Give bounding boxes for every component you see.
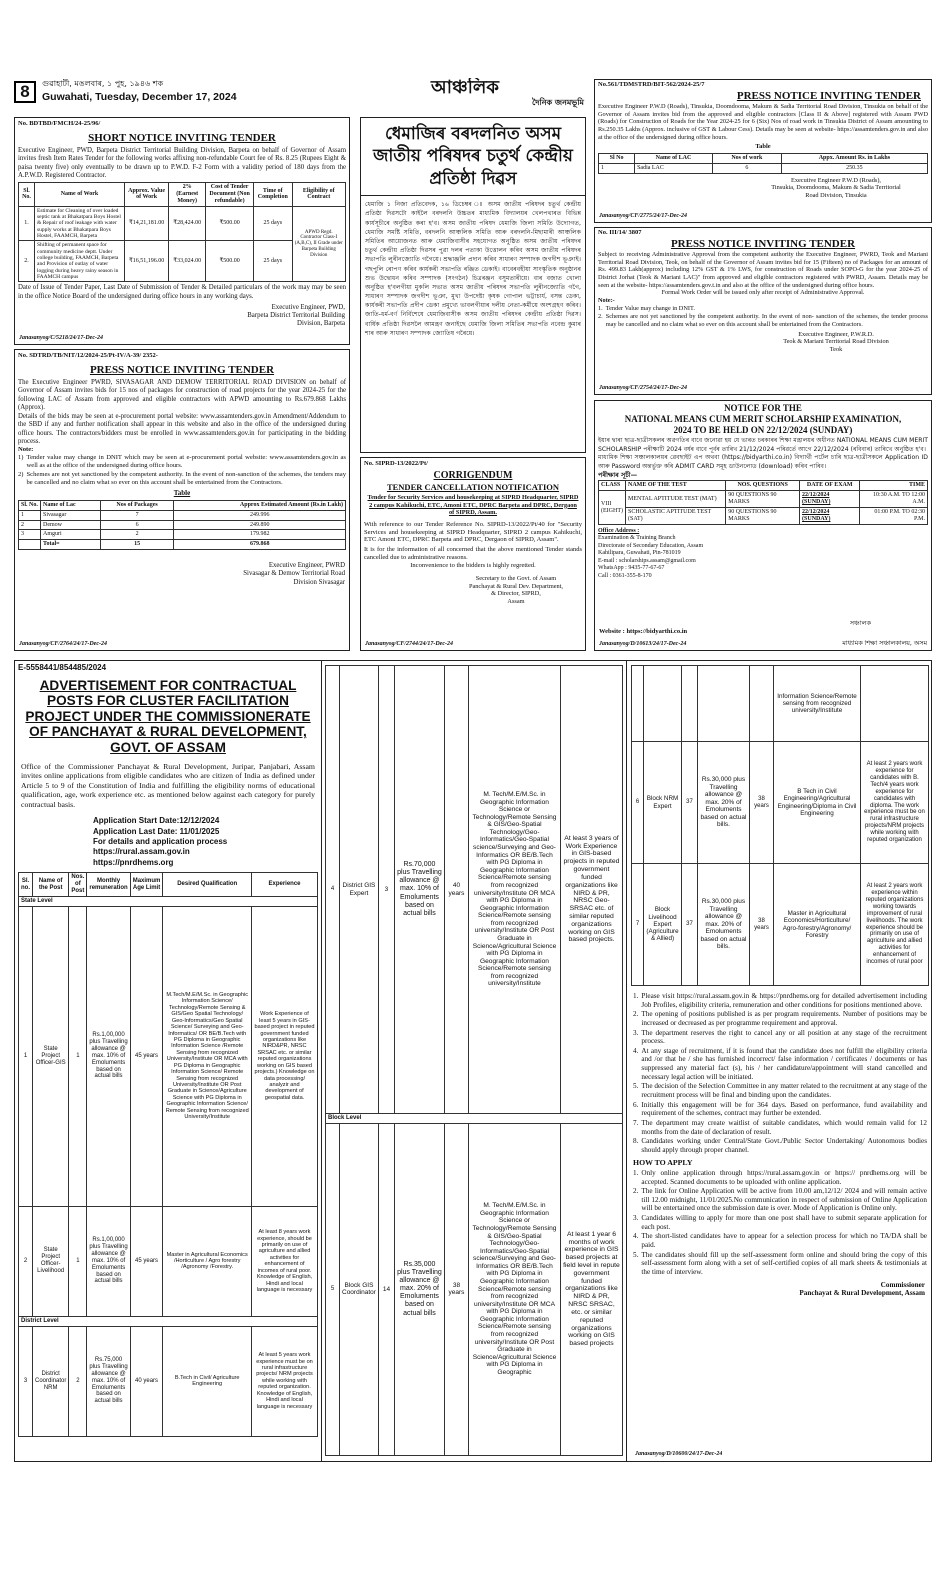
signature-line: Executive Engineer, PWD, (271, 303, 345, 311)
cell: At least 1 year 6 months of work experience in GIS based projects at field level in repute government funded organizations like NIRD & PR, NRSC SRSAC, etc. or similar reputed organizations working on GIS based projects (561, 1123, 623, 1455)
cell: Block NRM Expert (644, 742, 682, 864)
cell: At least 8 years work experience, should be primarily on use of agriculture and allied activities for enhancement of incomes of rural poor. Knowledge of English, Hindi and local language is necessary (252, 1206, 318, 1316)
table-row (599, 508, 928, 525)
cell: ₹28,424.00 (169, 206, 206, 241)
notice-title: SHORT NOTICE INVITING TENDER (88, 131, 276, 144)
col-header: Experience (252, 873, 318, 897)
cell: VIII (EIGHT) (599, 491, 626, 525)
janasanyog-code: Janasanyog/C/5218/24/17-Dec-24 (19, 334, 103, 341)
table-row (19, 510, 346, 520)
signature-line: Executive Engineer, PWRD (268, 562, 345, 570)
col-header: Cost of Tender Document (Non refundable) (206, 183, 254, 207)
cell: Rs.30,000 plus Travelling allowance @ max. 20% of Emoluments based on actual bills. (698, 742, 750, 864)
cell: 1 (19, 510, 41, 520)
cell: District Coordinator NRM (33, 1326, 69, 1436)
address-line: E-mail : scholarships.assam@gmail.com (598, 557, 696, 564)
janasanyog-code: Janasanyog/CF/2754/24/17-Dec-24 (599, 384, 687, 391)
col-header: 2% (Earnest Money) (169, 183, 206, 207)
section-label: Block Level (326, 1114, 623, 1124)
signature-label: সঞ্চালক (849, 620, 871, 628)
condition-item: Candidates working under Central/State Govt./Public Sector Undertaking/ Autonomous bodies should apply through proper channel. (641, 1137, 927, 1154)
col-header: Nos. of Post (69, 873, 87, 897)
nmms-notice (594, 400, 932, 651)
posts-table-continued (631, 665, 929, 986)
cell: 2 (100, 530, 174, 540)
cell: Block GIS Coordinator (340, 1123, 379, 1455)
advert-body: Office of the Commissioner Panchayat & Rural Development, Juripar, Panjabari, Assam invites online applications from eligible candidates who are citizen of India as defined under Article 5 to 9 of the Constitution of India and fulfilling the eligibility norms of educational qualification, age, work experience etc. as mentioned below against each category for purely contractual basis. (21, 761, 315, 809)
janasanyog-code: Janasanyog/CF/2764/24/17-Dec-24 (19, 640, 107, 647)
cell: 38 years (444, 1123, 468, 1455)
cell: 5 (326, 1123, 340, 1455)
cell: State Project Officer-GIS (33, 906, 69, 1206)
header-date-bn: গুৱাহাটী, মঙলবাৰ, ১ পুহ, ১৯৪৬ শক (42, 79, 164, 88)
table-title: Table (755, 143, 771, 151)
signature-block (15, 304, 349, 328)
notice-body: Details of the bids may be seen at e-procurement portal website: www.assamtenders.gov.in Amendment/Addendum to the SBD if any and further notification shall appear in this website and also in the office of the undersigned during office hours. The contractors/bidders must be enrolled in www.assamtenders.gov.in for participating in the bidding process. (18, 413, 346, 445)
reference-number: No.561/TDMSTRD/BIT-562/2024-25/7 (598, 81, 705, 88)
cell: 37 (682, 864, 698, 986)
signature-block (631, 1281, 929, 1298)
table-row (19, 1326, 318, 1436)
note-label: Note: (18, 446, 34, 454)
cell: Estimate for Cleaning of over loaded septic tank at Bhakatpara Boys Hostel & Repair of roof leakage with water supply works at Bhakatpara Boys Hostel, FAAMCH, Barpeta (35, 206, 125, 241)
cell: M. Tech/M.E/M.Sc. in Geographic Information Science or Technology/Remote Sensing & GIS/Geo-Spatial Technology/Geo-Informatics/Geo-Spatial science/Surveying and Geo-Informatics OR BE/B.Tech with PG Diploma in Geographic Information Science/Remote sensing from recognized university/Institute OR MCA with PG Diploma in Geographic Information Science/Remote sensing from recognized university/Institute OR Post Graduate in Science/Agricultural Science with PG Diploma in Geographic Information Science/Remote sensing from recognized university/Institute (468, 666, 560, 1114)
notice-subtitle: TENDER CANCELLATION NOTIFICATION (386, 481, 560, 492)
signature-line: Commissioner (880, 1280, 925, 1289)
col-header: Appx. Amount Rs. in Lakhs (781, 154, 927, 164)
exam-schedule-table (598, 480, 928, 524)
cell: 6 (712, 164, 781, 174)
cell: Work Experience of least 5 years in GIS-based project in reputed government funded organizations like NIRD&PR, NRSC SRSAC etc. or similar reputed organizations working on GIS based projects.) Knowledge on data processing/ analyzir and development of geospatial data. (252, 906, 318, 1206)
table-row (632, 666, 929, 742)
advert-column-3 (631, 665, 929, 1459)
last-date: Application Last Date: 11/01/2025 (93, 826, 220, 836)
masthead-title: আঞ্চলিক (431, 78, 499, 98)
col-header: Approx Estimated Amount (Rs.in Lakh) (174, 500, 346, 510)
cell: Rs.1,00,000 plus Travelling allowance @ max. 10% of Emoluments based on actual bills (87, 906, 130, 1206)
signature-line: Panchayat & Rural Development, Assam (799, 1289, 925, 1298)
cell: Demow (41, 520, 101, 530)
tender-notice-teok (594, 227, 932, 395)
cell: 4 (326, 666, 340, 1114)
news-article-bn (360, 117, 586, 453)
cell: 179.982 (174, 530, 346, 540)
signature-line: Executive Engineer, P.W.R.D. (798, 330, 874, 338)
page-number: 8 (14, 81, 36, 103)
cell: Sadia LAC (635, 164, 713, 174)
cell: 3 (19, 530, 41, 540)
notice-body: Subject to receiving Administrative Approval from the competent authority the Executive Engineer, PWRD, Teok and Mariani Territorial Road Division, Teok, on behalf of the Governor of Assam invites bid for 15 (Fifteen) no of Packages for an amount of Rs. 499.83 Lakh(approx) including 12% GST & 1% LWS, for construction of Roads under SOPO-G for the year 2024-25 of District Jorhat (Teok & Mariani LAC)" from approved and eligible contractors registered with PWRD, Assam. Details may be seen at the website- https://assamtenders.gov.t.in and also at the office of the undersigned during office hours. (598, 250, 928, 289)
total-row (19, 540, 346, 550)
reference-number: No. BDTBD/FMCH/24-25/96/ (18, 120, 101, 127)
cell: ₹33,024.00 (169, 241, 206, 282)
cell: Rs.35,000 plus Travelling allowance @ max. 20% of Emoluments based on actual bills (394, 1123, 444, 1455)
signature-line: Division, Barpeta (297, 320, 345, 328)
tender-notice-tinsukia (594, 79, 932, 223)
janasanyog-code: Janasanyog/CF/2744/24/17-Dec-24 (365, 640, 453, 647)
reference-number: No. SDTRD/TB/NIT/12/2024-25/Pt-IV/A-39/ 2352- (18, 352, 158, 359)
signature-block (361, 575, 585, 605)
cell: 6 (632, 742, 644, 864)
cell: 38 years (750, 864, 774, 986)
header-date-en: Guwahati, Tuesday, December 17, 2024 (42, 91, 237, 103)
article-body: ধেমাজি ১ নিজা প্ৰতিবেদক, ১৬ ডিচেম্বৰ ঃ অসম জাতীয় পৰিষদৰ চতুৰ্থ কেন্দ্ৰীয় প্ৰতিষ্ঠা দিৱসটো কাইলৈ বৰদলনি উচ্চতৰ মাধ্যমিক বিদ্যালয়ৰ খেলপথাৰত বিভিন্ন কাৰ্যসূচীৰে অনুষ্ঠিত কৰা হ'ব। অসম জাতীয় পৰিষদ ধেমাজি জিলা সমিতি উদ্যোগত, ধেমাজি সমষ্টি সমিতি, বৰদলনি আঞ্চলিক সমিতি আৰু বৰদলনি-মিছামাৰী আঞ্চলিক সমিতিৰ আয়োজনত আৰু ধেমাজিবাসীৰ সহযোগত অনুষ্ঠিত অসম জাতীয় পৰিষদৰ চতুৰ্থ কেন্দ্ৰীয় প্ৰতিষ্ঠা দিৱসৰ পুৱা দলৰ পতাকা উত্তোলন কৰিব অসম জাতীয় পৰিষদৰ সভাপতি লুৰীনজ্যোতি গগৈয়ে। শ্ৰদ্ধাঞ্জলি প্ৰদান কৰিব সাধাৰণ সম্পাদক জগদীশ ভূঞাই। গছপুলি ৰোপণ কৰিব কাৰ্যকৰী সভাপতি ৰঞ্জিত ডেকাই। বাবেৰবহীয়া সাংস্কৃতিক অনুষ্ঠানৰ শুভ উদ্বোধন কৰিব সম্পাদক (সংগঠন) চিত্ৰৰঞ্জন বসুমতাৰীয়ে। বাৰ বজাত খোলা অনুষ্ঠিত হ'বলগীয়া মুকলি সভাত অসম জাতীয় পৰিষদৰ সভাপতি লুৰীনজ্যোতি গগৈ, সাধাৰণ সম্পাদক জগদীশ ভূঞা, মুখ্য উপদেষ্টা কৃষক গোপাল ভট্টাচাৰ্য, বসন্ত ডেকা, কাৰ্যকৰী সভাপতি প্ৰদীপ ডেকা প্ৰমুখ্যে ভাবলগীয়াৰ দলীয় নেতা-কৰ্মীয়ে অংশগ্ৰহণ কৰিব। জাতি-ধৰ্ম-বৰ্ণ নিৰ্বিশেষে ধেমাজিবাসীক অসম জাতীয় পৰিষদৰ কেন্দ্ৰীয় প্ৰতিষ্ঠা দিৱস। বাৰ্ষিক প্ৰতিষ্ঠা দিৱসলৈ আমন্ত্ৰণ জনাইছে ধেমাজি জিলা সমিতিৰ সভাপতি নবেন্দ্ৰ কুমাৰ শাৰ আৰু সাধাৰণ সম্পাদক জ্যোতিষ গৰৈয়ে। (365, 201, 581, 337)
condition-item: The department may create waitlist of suitable candidates, which would remain valid for 12 months from the date of declaration of result. (641, 1118, 927, 1136)
cell: 25 days (254, 206, 292, 241)
cell: 2 (69, 1326, 87, 1436)
apply-item: Only online application through https://rural.assam.gov.in or https:// pnrdhems.org will be accepted. Scanned documents to be uploaded with online application. (641, 1168, 927, 1186)
col-header: DATE OF EXAM (800, 481, 860, 491)
col-header: Nos of work (712, 154, 781, 164)
cell: Shifting of permanent space for community medicine deptt. Under college building, FAAMCH, Barpeta and Provision of outlay of water logging during heavy rainy season in FAAMCH campus (35, 241, 125, 282)
cell: 250.35 (781, 164, 927, 174)
application-dates (15, 812, 321, 872)
cell: SCHOLASTIC APTITUDE TEST (SAT) (626, 508, 726, 525)
reference-number: No. III/14/ 3807 (598, 229, 642, 236)
condition-item: Please visit https://rural.assam.gov.in & https://pnrdhems.org for detailed advertisement including Job Profiles, eligibility criteria, remuneration and other conditions for positions mentioned above. (641, 992, 927, 1009)
notice-body-bn: মাধ্যমিক শিক্ষা সঞ্চালকালয়ৰ ৱেবছাইট এপ অথবা (https://bidyarthi.co.in) বিদ্যাৰ্থী পৰ্টেল চাৰি ছাত্ৰ-ছাত্ৰীসকলে Application ID আৰু Password অন্তৰ্ভুক্ত কৰি ADMIT CARD সমূহ ডাউনলোড (download) কৰিব পাৰিব। (598, 454, 928, 470)
cell: 1. (19, 206, 35, 241)
apply-item: The link for Online Application will be active from 10.00 am,12/12/ 2024 and will remain active till 12.00 midnight, 11/01/2025.No communication in respect of submission of Online Application will be entertained once the submission date is over. Mode of Application is Online only. (641, 1187, 927, 1213)
website-link[interactable]: Website : https://bidyarthi.co.in (599, 628, 688, 636)
masthead (340, 78, 590, 112)
signature-line: Barpeta District Territorial Building (247, 311, 345, 319)
cell: 38 years (750, 742, 774, 864)
table-row (632, 864, 929, 986)
cell: 40 years (444, 666, 468, 1114)
office-address (595, 526, 931, 583)
table-row (326, 1123, 623, 1455)
cell: 2 (19, 1206, 33, 1316)
condition-item: Initially this engagement will be for 364 days. Based on performance, fund availability and requirement of the schemes, contract may further be extended. (641, 1100, 927, 1118)
advert-column-2 (325, 665, 623, 1459)
address-line: Kahilipara, Guwahati, Pin-781019 (598, 550, 681, 557)
col-header: CLASS (599, 481, 626, 491)
details-label: For details and application process (93, 837, 228, 846)
cell: Master in Agricultural Economics /Horticulture / Agro forestry /Agronomy /Forestry. (163, 1206, 252, 1316)
cell: State Project Officer-Livelihood (33, 1206, 69, 1316)
apply-item: The candidates should fill up the self-assessment form online and should bring the copy of this self-assessment form along with a set of self-certified copies of all mark sheets & testimonials at the time of interview. (641, 1250, 927, 1276)
advert-title: ADVERTISEMENT FOR CONTRACTUAL POSTS FOR CLUSTER FACILITATION PROJECT UNDER THE COMMISSIONERATE OF PANCHAYAT & RURAL DEVELOPMENT, GOVT. OF ASSAM (25, 677, 311, 756)
website-link[interactable]: https://rural.assam.gov.in (93, 847, 190, 857)
janasanyog-code: Janasanyog/D/10613/24/17-Dec-24 (599, 640, 687, 647)
cell: 1 (19, 906, 33, 1206)
signature-line: Sivasagar & Demow Territorial Road (243, 570, 345, 578)
signature-block (15, 562, 349, 586)
col-header: Sl No (599, 154, 635, 164)
cell: 90 QUESTIONS 90 MARKS (726, 508, 800, 525)
website-link[interactable]: https://pnrdhems.org (93, 857, 174, 867)
table-row (19, 520, 346, 530)
cell: District GIS Expert (340, 666, 379, 1114)
col-header: TIME (860, 481, 928, 491)
notice-title: PRESS NOTICE INVITING TENDER (89, 363, 275, 376)
advert-column-1 (15, 661, 321, 1461)
cell: M.Tech/M.E/M.Sc. in Geographic Information Science/ Technology/Remote Sensing & GIS/Geo Spatial Technology/ Geo-Informatics/Geo Spatial Science/ Surveying and Geo-Informatics/ OR BE/B.Tech with PG Diploma in Geographic Information Science /Remote Sensing from recognized University/Institute OR MCA with PG Diploma in Geographic Information Science/ Remote Sensing from recognized University/Institute OR Post Graduate in Science/Agriculture Science with PG Diploma in Geographic Information Science/ Remote Sensing from recognized University/Institute (163, 906, 252, 1206)
cell: 2. (19, 241, 35, 282)
note-item: Tender Value may change in DNIT. (605, 304, 695, 312)
tender-notice-barpeta (14, 117, 350, 345)
cell: Amguri (41, 530, 101, 540)
section-label: District Level (19, 1316, 318, 1326)
notice-body: With reference to our Tender Reference No. SIPRD-13/2022/Pt/40 for "Security Services and housekeeping at SIPRD Headquarter, SIPRD 2 campus Kahikuchi, ETC Amoni ETC, DPRC Barpeta and DPRC, Dergaon of SIPRD, Assam". (364, 520, 582, 544)
notice-body: Formal Work Order will be issued only after receipt of Administrative Approval. (661, 289, 865, 297)
condition-item: The department reserves the right to cancel any or all position at any stage of the recruitment process. (641, 1028, 927, 1046)
tender-subject: Tender for Security Services and housekeeping at SIPRD Headquarter, SIPRD 2 campus Kahikuchi, ETC, Amoni ETC, DPRC Barpeta and DPRC, Dergaon of SIPRD, Assam. (367, 493, 579, 517)
notice-title: CORRIGENDUM (433, 469, 513, 481)
corrigendum-notice (360, 457, 586, 651)
cell: Master in Agricultural Economics/Horticulture/ Agro-forestry/Agronomy/ Forestry (774, 864, 861, 986)
table-row (599, 491, 928, 508)
note-item: Schemes are not yet sanctioned by the competent authority. In the event of non-sanction of the schemes, the tenders may be cancelled and no claim what so ever on this account shall be entertained from the Contractors. (26, 471, 346, 487)
signature-line: Assam (507, 597, 525, 605)
posts-table-continued (325, 665, 623, 1456)
cell: Rs.30,000 plus Travelling allowance @ max. 20% of Emoluments based on actual bills. (698, 864, 750, 986)
notice-body: Inconvenience to the bidders is highly regretted. (410, 562, 536, 570)
cell: 1 (69, 906, 87, 1206)
signature-block (595, 331, 931, 354)
cell: 3 (378, 666, 394, 1114)
notice-body: It is for the information of all concerned that the above mentioned Tender stands cancelled due to administrative reasons. (364, 546, 582, 562)
cell: Rs.75,000 plus Travelling allowance @ max. 10% of Emoluments based on actual bills (87, 1326, 130, 1436)
cell: 679.868 (174, 540, 346, 550)
recruitment-advertisement (14, 660, 932, 1462)
cell: 45 years (130, 1206, 163, 1316)
office-label: Office Address : (598, 527, 640, 534)
notice-body: The Executive Engineer PWRD, SIVASAGAR AND DEMOW TERRITORIAL ROAD DIVISION on behalf of Governor of Assam invites bids for 15 nos of packages for construction of road projects for the year 2024-25 for the following LAC of Assam from approved and eligible contractors with APWD amounting to Rs.679.868 Lakhs (Approx). (18, 378, 346, 411)
address-line: Call : 0361-355-8-170 (598, 572, 652, 579)
cell: ₹500.00 (206, 206, 254, 241)
cell: ₹500.00 (206, 241, 254, 282)
table-row (326, 666, 623, 1114)
note-list: 1) Tender value may change in DNIT which may be seen at e-procurement portal website: www.assamtenders.gov.in as well as at the office of the undersigned during office hours. 2) Schemes are not yet sanctioned by the competent authority. In the event of non-sanction of the schemes, the tenders may be cancelled and no claim what so ever on this account shall be entertained from the Contractors. (18, 454, 346, 487)
col-header: Sl. No. (19, 183, 35, 207)
posts-table (18, 872, 318, 1436)
tender-notice-sivasagar (14, 349, 350, 651)
note-item: Tender value may change in DNIT which may be seen at e-procurement portal website: www.assamtenders.gov.in as well as at the office of the undersigned during office hours. (26, 454, 346, 470)
cell: At least 5 years work experience must be on rural infrastructure projects/ NRM projects while working with reputed organization. Knowledge of English, Hindi and local language is necessary (252, 1326, 318, 1436)
signature-line: মাধ্যমিক শিক্ষা সঞ্চালকালয়, অসম (842, 640, 927, 648)
col-header: NOS. QUESTIONS (726, 481, 800, 491)
cell: Block Livelihood Expert (Agriculture & Allied) (644, 864, 682, 986)
table-row (19, 206, 346, 241)
cell: 2 (19, 520, 41, 530)
notice-title: 2024 TO BE HELD ON 22/12/2024 (SUNDAY) (673, 424, 853, 435)
signature-line: Executive Engineer P.W.D (Roads), (790, 176, 881, 184)
cell: ₹14,21,181.00 (125, 206, 169, 241)
cell: Sivasagar (41, 510, 101, 520)
cell: Rs.1,00,000 plus Travelling allowance @ max. 10% of Emoluments based on actual bills (87, 1206, 130, 1316)
cell: MENTAL APTITUDE TEST (MAT) (626, 491, 726, 508)
col-header: Sl. No. (19, 500, 41, 510)
cell: 22/12/2024 (SUNDAY) (800, 508, 860, 525)
col-header: Sl. no. (19, 873, 33, 897)
how-to-apply-list: 1. Only online application through https://rural.assam.gov.in or https:// pnrdhems.org will be accepted. Scanned documents to be uploaded with online application. 2. The link for Online Application will be active from 10.00 am,12/12/ 2024 and will remain active till 12.00 midnight, 11/01/2025.No communication in respect of submission of Online Application will be entertained once the submission date is over. Mode of Application is Online only. 3. Candidates willing to apply for more than one post shall have to submit separate application for each post. 4. The short-listed candidates have to appear for a selection process for which no TA/DA shall be paid. 5. The candidates should fill up the self-assessment form online and should bring the copy of this self-assessment form along with a set of self-certified copies of all mark sheets & testimonials at the time of interview. (633, 1168, 927, 1276)
signature-line: Division Sivasagar (293, 578, 345, 586)
conditions-list: 1. Please visit https://rural.assam.gov.in & https://pnrdhems.org for detailed advertisement including Job Profiles, eligibility criteria, remuneration and other conditions for positions mentioned above. 2. The opening of positions published is as per program requirements. Number of positions may be increased or decreased as per programme requirement and approval. 3. The department reserves the right to cancel any or all position at any stage of the recruitment process. 4. At any stage of recruitment, if it is found that the candidate does not fulfill the eligibility criteria and /or that he / she has furnished incorrect/ false information / certificates / documents or has suppressed any material fact (s), his / her candidature/appointment will stand cancelled and necessary legal action will be initiated. 5. The decision of the Selection Committee in any matter related to the recruitment at any stage of the recruitment process will be final and binding upon the candidates. 6. Initially this engagement will be for 364 days. Based on performance, fund availability and requirement of the schemes, contract may further be extended. 7. The department may create waitlist of suitable candidates, which would remain valid for 12 months from the date of declaration of result. 8. Candidates working under Central/State Govt./Public Sector Undertaking/ Autonomous bodies should apply through proper channel. (633, 992, 927, 1154)
cell: 01:00 P.M. TO 02:30 P.M. (860, 508, 928, 525)
headline: ধেমাজিৰ বৰদলনিত অসম জাতীয় পৰিষদৰ চতুৰ্থ কেন্দ্ৰীয় প্ৰতিষ্ঠা দিৱস (361, 118, 585, 196)
address-line: Directorate of Secondary Education, Assam (598, 542, 704, 549)
condition-item: The opening of positions published is as per program requirements. Number of positions may be increased or decreased as per programme requirement and approval. (641, 1010, 927, 1027)
cell: 25 days (254, 241, 292, 282)
condition-item: At any stage of recruitment, if it is found that the candidate does not fulfill the eligibility criteria and /or that he / she has furnished incorrect/ false information / certificates / documents or has suppressed any material fact (s), his / her candidature/appointment will stand cancelled and necessary legal action will be initiated. (641, 1046, 927, 1081)
notice-title: NOTICE FOR THE (724, 403, 802, 413)
cell: 10:30 A.M. TO 12:00 A.M. (860, 491, 928, 508)
col-header: Name of Work (35, 183, 125, 207)
condition-item: The decision of the Selection Committee in any matter related to the recruitment at any stage of the recruitment process will be final and binding upon the candidates. (641, 1082, 927, 1100)
col-header: Nos of Packages (100, 500, 174, 510)
col-header: Name of the Post (33, 873, 69, 897)
col-header: Eligibility of Contract (292, 183, 346, 207)
works-table (18, 182, 346, 282)
signature-line: Panchayat & Rural Dev. Department, (468, 582, 563, 590)
cell: ₹16,51,196.00 (125, 241, 169, 282)
col-header: Desired Qualification (163, 873, 252, 897)
col-header: Name of LAC (635, 154, 713, 164)
table-row (599, 164, 928, 174)
cell: 249.890 (174, 520, 346, 530)
note-item: Schemes are not yet sanctioned by the competent authority. In the event of non- sanction of the schemes, the tender process may be cancelled and no claim what so ever on this account shall be entertained from the Contractors. (605, 313, 928, 329)
notice-footer: Date of Issue of Tender Paper, Last Date of Submission of Tender & Detailed particulars of the work may may be seen in the office Notice Board of the undersigned during office hours in any working days. (18, 284, 346, 300)
eligibility-cell: APWD Regd. Contractor Class-I (A,B,C), II Grade under Barpeta Building Division (292, 206, 346, 281)
cell: Total= (41, 540, 101, 550)
cell: At least 2 years work experience within reputed organizations working towards improvement of rural livelihoods. The work experience should be primarily on use of agriculture and allied activities for enhancement of incomes of rural poor (861, 864, 929, 986)
how-to-apply-heading: HOW TO APPLY (633, 1157, 693, 1167)
apply-item: Candidates willing to apply for more than one post shall have to submit separate application for each post. (641, 1214, 927, 1231)
schedule-label: পৰীক্ষাৰ সূচী— (598, 470, 638, 479)
signature-line: Teok & Mariani Territorial Road Division (783, 338, 889, 346)
signature-line: Secretary to the Govt. of Assam (475, 575, 557, 583)
col-header: NAME OF THE TEST (626, 481, 726, 491)
notice-body: Executive Engineer P.W.D (Roads), Tinsukia, Doomdooma, Makum & Sadia Territorial Road Division, Tinsukia on behalf of the Governor of Assam invites bid from the approved and eligible contractors [Class II & Above] registered with Assam PWD (Roads) for Construction of Roads for the Year 2024-25 for 6 (Six) Nos of road work in Tinsukia District of Assam amounting to Rs.250.35 Lakhs (Approx. inclusive of GST & Labour Cess). Details may be seen at website- https://assamtenders.gov.in and also at the office of the undersigned during office hours. (598, 102, 928, 141)
col-header: Name of Lac (41, 500, 101, 510)
cell: 14 (378, 1123, 394, 1455)
notice-title: PRESS NOTICE INVITING TENDER (670, 237, 856, 250)
table-title: Table (173, 489, 191, 498)
cell: 249.996 (174, 510, 346, 520)
apply-item: The short-listed candidates have to appear for a selection process for which no TA/DA shall be paid. (641, 1232, 927, 1249)
note-list: 1. Tender Value may change in DNIT. 2. Schemes are not yet sanctioned by the competent authority. In the event of non- sanction of the schemes, the tender process may be cancelled and no claim what so ever on this account shall be entertained from the Contractors. (598, 304, 928, 329)
reference-number: No. SIPRD-13/2022/Pt/ (364, 460, 428, 467)
table-row (19, 1206, 318, 1316)
col-header: Time of Completion (254, 183, 292, 207)
section-label: State Level (19, 896, 318, 906)
notice-body-bn: ইয়াৰ দ্বাৰা ছাত্ৰ-ছাত্ৰীসকলৰ অৱগতিৰ বাবে জনোৱা হয় যে ভাৰত চৰকাৰৰ শিক্ষা মন্ত্ৰালয়ৰ অধীনত NATIONAL MEANS CUM MERIT SCHOLARSHIP পৰীক্ষাটি 2024 বৰ্ষৰ বাবে পূৰ্বৰ তাৰিখ 21/12/2024 পৰিৱৰ্তে আগে 22/12/2024 (ৰবিবাৰ) তাৰিখে অনুষ্ঠিত হ'ব। (598, 437, 928, 453)
lac-table (598, 153, 928, 174)
cell: B Tech in Civil Engineering/Agricultural Engineering/Diploma in Civil Engineering (774, 742, 861, 864)
cell: At least 3 years of Work Experience in GIS-based projects in reputed government funded organizations like NIRD & PR, NRSC Geo-SRSAC etc. of similar reputed organizations working on GIS based projects. (561, 666, 623, 1114)
address-line: WhatsApp : 9435-77-67-67 (598, 565, 665, 572)
notice-title: PRESS NOTICE INVITING TENDER (736, 89, 921, 102)
janasanyog-code: Janasanyog/D/10600/24/17-Dec-24 (635, 1450, 723, 1457)
start-date: Application Start Date:12/12/2024 (93, 816, 220, 826)
cell: Information Science/Remote sensing from recognized university/Institute (774, 666, 861, 742)
cell: 6 (100, 520, 174, 530)
signature-line: Road Division, Tinsukia (805, 192, 867, 200)
cell: 1 (599, 164, 635, 174)
reference-number: E-5558441/854485/2024 (18, 663, 107, 672)
notice-body: Executive Engineer, PWD, Barpeta District Territorial Building Division, Barpeta on behalf of Governor of Assam invites fresh Item Rates Tender for the following works affixing non-refundable Court fee of Rs. 8.25 (Rupees Eight & paisa twenty five) only eventually to be drawn up to P.W.D. F-2 Form with a validity period of 180 days from the A.P.W.D. Registered Contractor. (18, 146, 346, 179)
col-header: Monthly remuneration (87, 873, 130, 897)
table-row (19, 530, 346, 540)
cell: M. Tech/M.E/M.Sc. in Geographic Information Science or Technology/Remote Sensing & GIS/Geo-Spatial Technology/Geo-Informatics/Geo-Spatial science/Surveying and Geo-Informatics OR BE/B.Tech with PG Diploma in Geographic Information Science/Remote sensing from recognized university/Institute OR MCA with PG Diploma in Geographic Information Science/Remote sensing from recognized university/Institute OR Post Graduate in Science/Agricultural Science with PG Diploma in Geographic (468, 1123, 560, 1455)
lac-table (18, 500, 346, 550)
address-line: Examination & Training Branch (598, 535, 676, 542)
page-header (14, 78, 332, 106)
cell: 37 (682, 742, 698, 864)
cell: 7 (100, 510, 174, 520)
cell: 40 years (130, 1326, 163, 1436)
note-label: Note:- (598, 297, 615, 305)
cell: 3 (19, 1326, 33, 1436)
notice-title: NATIONAL MEANS CUM MERIT SCHOLARSHIP EXAMINATION, (624, 413, 902, 424)
signature-line: Teok (829, 345, 843, 353)
col-header: Approx. Value of Work (125, 183, 169, 207)
cell: At least 2 years work experience for candidates with B. Tech/4 years work experience for candidates with diploma. The work experience must be on rural infrastructure projects/NRM projects while working with reputed organization (861, 742, 929, 864)
signature-line: Tinsukia, Doomdooma, Makum & Sadia Territorial (771, 184, 901, 192)
masthead-subtitle: দৈনিক জনমভূমি (532, 98, 584, 107)
cell: 90 QUESTIONS 90 MARKS (726, 491, 800, 508)
janasanyog-code: Janasanyog/CF/2775/24/17-Dec-24 (599, 212, 687, 219)
col-header: Maximum Age Limit (130, 873, 163, 897)
cell: B.Tech in Civil/ Agriculture Engineering (163, 1326, 252, 1436)
table-row (19, 906, 318, 1206)
cell: 1 (69, 1206, 87, 1316)
cell: 22/12/2024 (SUNDAY) (800, 491, 860, 508)
cell: 15 (100, 540, 174, 550)
signature-block (595, 177, 931, 200)
cell: 7 (632, 864, 644, 986)
cell: Rs.70,000 plus Travelling allowance @ max. 10% of Emoluments based on actual bills (394, 666, 444, 1114)
cell: 45 years (130, 906, 163, 1206)
table-row (632, 742, 929, 864)
signature-line: & Director, SIPRD, (491, 590, 541, 598)
